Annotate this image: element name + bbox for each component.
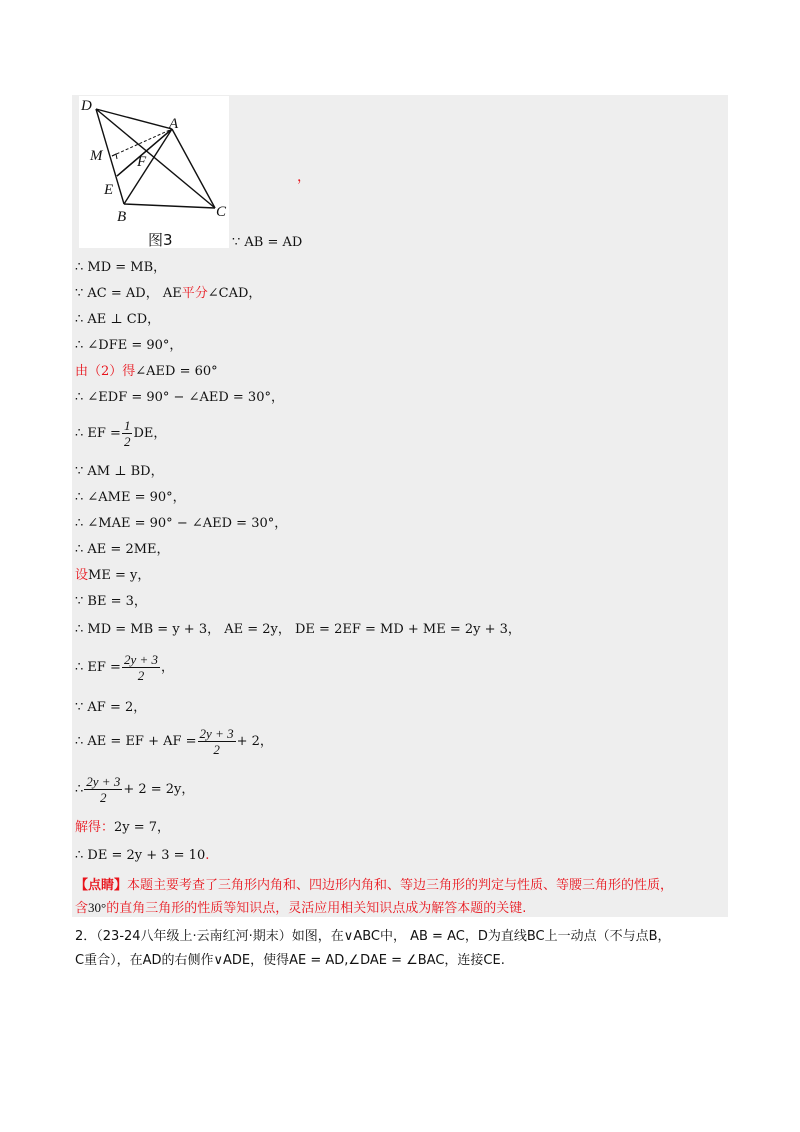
question-2-line-1: 2．（23-24八年级上·云南红河·期末）如图，在∨ABC中， AB = AC，D为直线BC上一动点（不与点B， <box>75 929 671 944</box>
line-be-3: ∵ BE = 3， <box>75 594 147 609</box>
line-ae-perp-cd: ∴ AE ⊥ CD， <box>75 312 161 327</box>
geometry-figure <box>79 96 229 248</box>
fraction: $\frac{2y + 3}{2}$ <box>86 774 121 805</box>
line-ae-sum: ∴ AE = EF + AF = $\frac{2y + 3}{2}$ + 2， <box>75 726 273 757</box>
line-edf-30: ∴ ∠EDF = 90° − ∠AED = 30°， <box>75 390 284 405</box>
key-point-note: 【点睛】本题主要考查了三角形内角和、四边形内角和、等边三角形的判定与性质、等腰三角形的性质， 含30°的直角三角形的性质等知识点，灵活应用相关知识点成为解答本题的关键. <box>75 878 674 916</box>
line-md-mb-ae-de: ∴ MD = MB = y + 3， AE = 2y， DE = 2EF = MD + ME = 2y + 3， <box>75 622 521 637</box>
label-C: C <box>216 204 227 220</box>
line-ame-90: ∴ ∠AME = 90°， <box>75 490 186 505</box>
line-aed-60: 由（2）得∠AED = 60° <box>75 364 218 379</box>
line-ab-ad: ∵ AB = AD <box>232 235 303 250</box>
fraction: $\frac{2y + 3}{2}$ <box>123 652 158 683</box>
label-F: F <box>137 154 147 170</box>
line-ef-half-de: ∴ EF = $\frac{1}{2}$ DE， <box>75 418 167 449</box>
line-ac-ad: ∵ AC = AD， AE平分∠CAD， <box>75 286 262 301</box>
line-mae-30: ∴ ∠MAE = 90° − ∠AED = 30°， <box>75 516 288 531</box>
line-ef-frac: ∴ EF = $\frac{2y + 3}{2}$ ， <box>75 652 175 683</box>
line-ae-2me: ∴ AE = 2ME， <box>75 542 170 557</box>
figure-caption: 图3 <box>148 231 173 249</box>
label-A: A <box>169 116 179 132</box>
line-am-perp-bd: ∵ AM ⊥ BD， <box>75 464 164 479</box>
fraction: $\frac{1}{2}$ <box>123 418 131 449</box>
label-D: D <box>81 98 92 114</box>
line-dfe-90: ∴ ∠DFE = 90°， <box>75 338 183 353</box>
question-2-line-2: C重合），在AD的右侧作∨ADE，使得AE = AD,∠DAE = ∠BAC，连接CE. <box>75 953 505 968</box>
line-solve: 解得：2y = 7， <box>75 820 171 835</box>
figure-3-diagram <box>79 96 229 248</box>
fraction: $\frac{2y + 3}{2}$ <box>199 726 234 757</box>
label-E: E <box>104 182 114 198</box>
line-let-me-y: 设ME = y， <box>75 568 151 583</box>
stray-comma: ， <box>297 169 311 185</box>
question-2 <box>75 925 735 973</box>
line-equation: ∴ $\frac{2y + 3}{2}$ + 2 = 2y， <box>75 774 195 805</box>
line-af-2: ∵ AF = 2， <box>75 700 147 715</box>
line-md-mb: ∴ MD = MB， <box>75 260 167 275</box>
line-de-10: ∴ DE = 2y + 3 = 10. <box>75 848 210 863</box>
label-M: M <box>90 148 103 164</box>
label-B: B <box>117 209 127 225</box>
